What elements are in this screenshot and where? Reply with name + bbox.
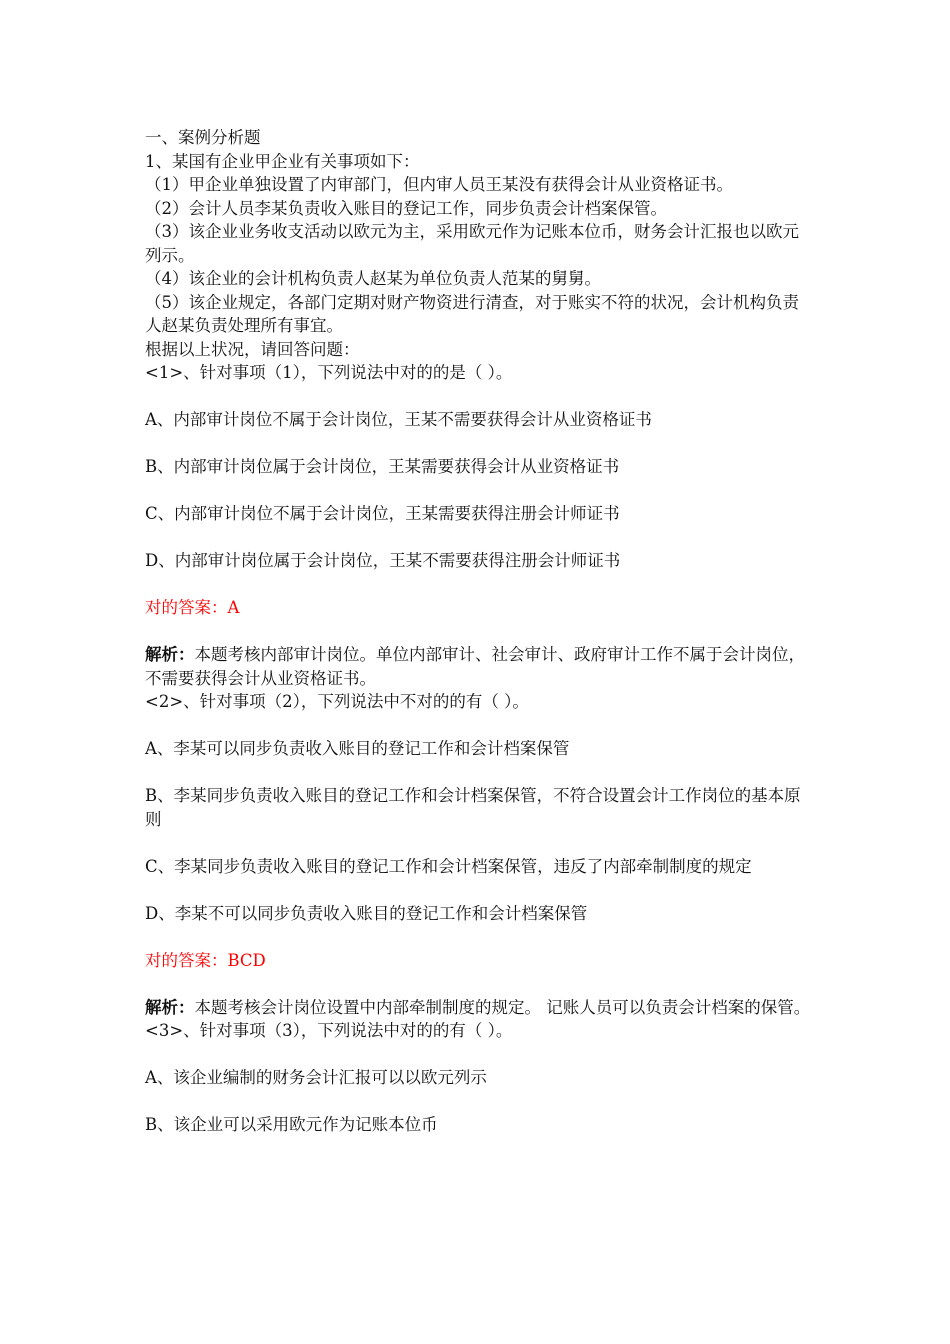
section-title: 一、案例分析题 — [145, 128, 261, 147]
question-1-option-b: B、内部审计岗位属于会计岗位，王某需要获得会计从业资格证书 — [145, 457, 620, 476]
analysis-text: 本题考核内部审计岗位。单位内部审计、社会审计、政府审计工作不属于会计岗位，不需要获得会计从业资格证书。 — [145, 645, 805, 688]
question-2-option-b: B、李某同步负责收入账目的登记工作和会计档案保管，不符合设置会计工作岗位的基本原则 — [145, 786, 801, 829]
question-2-option-a: A、李某可以同步负责收入账目的登记工作和会计档案保管 — [145, 739, 570, 758]
question-2-option-c: C、李某同步负责收入账目的登记工作和会计档案保管，违反了内部牵制制度的规定 — [145, 856, 752, 876]
question-1-stem: <1>、针对事项（1），下列说法中对的的是（ ）。 — [145, 363, 513, 382]
question-3-option-b: B、该企业可以采用欧元作为记账本位币 — [145, 1115, 438, 1134]
document-page — [145, 126, 815, 1137]
case-item-3: （3）该企业业务收支活动以欧元为主，采用欧元作为记账本位币，财务会计汇报也以欧元列示。 — [145, 222, 799, 265]
case-item-2: （2）会计人员李某负责收入账目的登记工作，同步负责会计档案保管。 — [145, 198, 667, 218]
question-2-option-d: D、李某不可以同步负责收入账目的登记工作和会计档案保管 — [145, 903, 588, 923]
question-2-stem: <2>、针对事项（2），下列说法中不对的的有（ ）。 — [145, 692, 529, 711]
case-item-4: （4）该企业的会计机构负责人赵某为单位负责人范某的舅舅。 — [145, 269, 601, 288]
case-item-5: （5）该企业规定，各部门定期对财产物资进行清查，对于账实不符的状况，会计机构负责人赵某负责处理所有事宜。 — [145, 292, 799, 335]
analysis-label: 解析： — [145, 997, 195, 1017]
question-1-answer: 对的答案：A — [145, 598, 240, 617]
question-1-option-c: C、内部审计岗位不属于会计岗位，王某需要获得注册会计师证书 — [145, 504, 620, 523]
question-2-analysis — [145, 996, 815, 1020]
analysis-label: 解析： — [145, 645, 195, 664]
question-3-option-a: A、该企业编制的财务会计汇报可以以欧元列示 — [145, 1068, 487, 1087]
question-1-option-a: A、内部审计岗位不属于会计岗位，王某不需要获得会计从业资格证书 — [145, 410, 652, 429]
analysis-text: 本题考核会计岗位设置中内部牵制制度的规定。 记账人员可以负责会计档案的保管。 — [194, 997, 811, 1017]
case-item-1: （1）甲企业单独设置了内审部门，但内审人员王某没有获得会计从业资格证书。 — [145, 175, 733, 194]
case-heading: 1、某国有企业甲企业有关事项如下： — [145, 151, 420, 171]
question-3-stem: <3>、针对事项（3），下列说法中对的的有（ ）。 — [145, 1021, 513, 1040]
question-2-answer: 对的答案：BCD — [145, 950, 266, 970]
question-1-option-d: D、内部审计岗位属于会计岗位，王某不需要获得注册会计师证书 — [145, 551, 621, 570]
question-1-analysis — [145, 643, 815, 690]
case-prompt: 根据以上状况，请回答问题： — [145, 339, 360, 359]
